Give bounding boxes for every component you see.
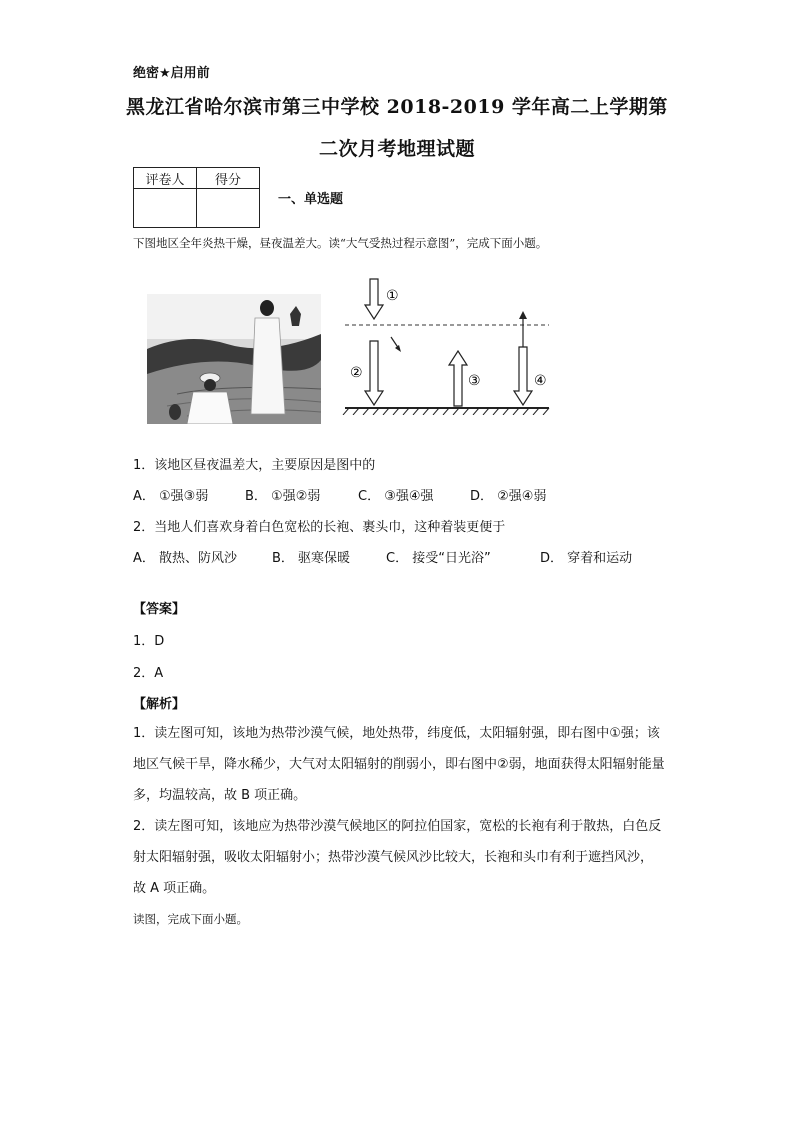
analysis-heading: 【解析】	[133, 697, 186, 712]
exam-title-line1: 黑龙江省哈尔滨市第三中学校 2018-2019 学年高二上学期第	[126, 96, 668, 118]
exam-title-line2: 二次月考地理试题	[318, 138, 475, 160]
q1-option-a[interactable]: A． ①强③弱	[133, 489, 209, 504]
q2-option-d[interactable]: D． 穿着和运动	[540, 551, 633, 566]
next-instruction: 读图，完成下面小题。	[133, 912, 248, 926]
section-title: 一、单选题	[278, 192, 344, 207]
score-header: 得分	[197, 168, 260, 189]
answer-2: 2．A	[133, 666, 164, 681]
label-2: ②	[350, 365, 363, 381]
q1-option-b[interactable]: B． ①强②弱	[245, 489, 321, 504]
q2-option-a[interactable]: A． 散热、防风沙	[133, 551, 238, 566]
confidential-mark: 绝密★启用前	[133, 66, 210, 81]
question-intro: 下图地区全年炎热干燥，昼夜温差大。读“大气受热过程示意图”，完成下面小题。	[133, 236, 548, 250]
label-3: ③	[468, 373, 481, 389]
q2-option-b[interactable]: B． 驱寒保暖	[272, 551, 351, 566]
desert-photo	[147, 294, 321, 424]
answer-1: 1．D	[133, 634, 165, 649]
q2-option-c[interactable]: C． 接受“日光浴”	[386, 551, 491, 566]
grader-header: 评卷人	[134, 168, 197, 189]
q1-option-c[interactable]: C． ③强④强	[358, 489, 434, 504]
q1-option-d[interactable]: D． ②强④弱	[470, 489, 547, 504]
analysis-2: 2．读左图可知，该地应为热带沙漠气候地区的阿拉伯国家，宽松的长袍有利于散热，白色反射太阳辐射强，吸收太阳辐射小；热带沙漠气候风沙比较大，长袍和头巾有利于遮挡风沙，故 A 项正确。	[133, 819, 662, 896]
grader-cell	[134, 189, 197, 228]
label-4: ④	[534, 373, 547, 389]
score-cell	[197, 189, 260, 228]
score-table	[133, 167, 260, 228]
analysis-1: 1．读左图可知，该地为热带沙漠气候，地处热带，纬度低，太阳辐射强，即右图中①强；该地区气候干旱，降水稀少，大气对太阳辐射的削弱小，即右图中②弱，地面获得太阳辐射能量多，均温较高，故 B 项正确。	[133, 726, 665, 803]
label-1: ①	[386, 288, 399, 304]
atmosphere-heating-diagram	[341, 275, 553, 415]
answer-heading: 【答案】	[133, 602, 186, 617]
question-2-stem: 2．当地人们喜欢身着白色宽松的长袍、裹头巾，这种着装更便于	[133, 520, 506, 535]
question-1-stem: 1．该地区昼夜温差大，主要原因是图中的	[133, 458, 376, 473]
